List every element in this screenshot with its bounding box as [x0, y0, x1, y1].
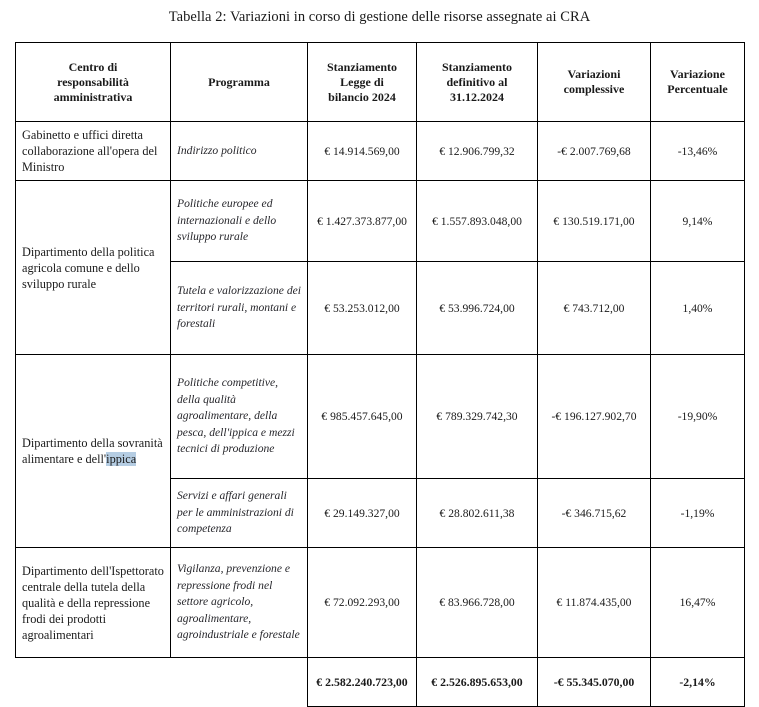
header-line: amministrativa	[53, 89, 133, 104]
header-line: Legge di	[340, 74, 384, 89]
cell-definitivo: € 12.906.799,32	[417, 122, 538, 181]
column-header-programma	[171, 43, 308, 122]
cell-stanziamento: € 1.427.373.877,00	[308, 181, 417, 262]
cell-cra-name	[16, 355, 171, 548]
cell-stanziamento: € 14.914.569,00	[308, 122, 417, 181]
cell-variazioni: € 130.519.171,00	[538, 181, 651, 262]
table-row	[16, 181, 745, 262]
cell-variazioni: € 11.874.435,00	[538, 548, 651, 658]
cell-percentuale: -13,46%	[651, 122, 745, 181]
cell-programma: Vigilanza, prevenzione e repressione frodi nel settore agricolo, agroalimentare, agroindustriale e forestale	[171, 548, 308, 658]
cell-cra-name: Gabinetto e uffici diretta collaborazione all'opera del Ministro	[16, 122, 171, 181]
column-header-variazione-percentuale	[651, 43, 745, 122]
cell-total-stanziamento: € 2.582.240.723,00	[308, 658, 417, 707]
selected-text-highlight[interactable]: ippica	[106, 452, 137, 466]
header-line: Centro di	[68, 59, 118, 74]
table-totals-row	[16, 658, 745, 707]
cra-variations-table	[15, 42, 745, 707]
header-row	[16, 43, 745, 122]
cell-programma: Servizi e affari generali per le amministrazioni di competenza	[171, 479, 308, 548]
cell-variazioni: € 743.712,00	[538, 262, 651, 355]
cell-definitivo: € 789.329.742,30	[417, 355, 538, 479]
header-line: Programma	[208, 74, 270, 89]
header-line: Stanziamento	[442, 59, 512, 74]
header-line: Variazione	[670, 67, 725, 81]
column-header-variazioni-complessive	[538, 43, 651, 122]
table-row	[16, 122, 745, 181]
cra-name-text: Dipartimento della sovranità alimentare e dell'	[22, 436, 163, 466]
header-line: bilancio 2024	[328, 89, 396, 104]
cell-definitivo: € 83.966.728,00	[417, 548, 538, 658]
table-row	[16, 548, 745, 658]
cell-programma: Politiche europee ed internazionali e dello sviluppo rurale	[171, 181, 308, 262]
column-header-stanziamento-bilancio	[308, 43, 417, 122]
header-line: Variazioni	[567, 67, 621, 81]
cell-stanziamento: € 985.457.645,00	[308, 355, 417, 479]
column-header-cra	[16, 43, 171, 122]
cell-definitivo: € 53.996.724,00	[417, 262, 538, 355]
table-caption: Tabella 2: Variazioni in corso di gestione delle risorse assegnate ai CRA	[168, 9, 591, 25]
table-body	[16, 122, 745, 707]
cell-variazioni: -€ 2.007.769,68	[538, 122, 651, 181]
cell-stanziamento: € 53.253.012,00	[308, 262, 417, 355]
cell-definitivo: € 1.557.893.048,00	[417, 181, 538, 262]
cell-percentuale: -1,19%	[651, 479, 745, 548]
column-header-stanziamento-definitivo	[417, 43, 538, 122]
header-line: responsabilità	[57, 74, 129, 89]
cell-percentuale: 9,14%	[651, 181, 745, 262]
cell-variazioni: -€ 346.715,62	[538, 479, 651, 548]
cell-programma: Politiche competitive, della qualità agroalimentare, della pesca, dell'ippica e mezzi tecnici di produzione	[171, 355, 308, 479]
cell-stanziamento: € 72.092.293,00	[308, 548, 417, 658]
header-line: Stanziamento	[327, 59, 397, 74]
cell-percentuale: -19,90%	[651, 355, 745, 479]
cell-stanziamento: € 29.149.327,00	[308, 479, 417, 548]
cell-total-percentuale: -2,14%	[651, 658, 745, 707]
table-container	[15, 42, 745, 707]
cell-programma: Tutela e valorizzazione dei territori rurali, montani e forestali	[171, 262, 308, 355]
cell-total-definitivo: € 2.526.895.653,00	[417, 658, 538, 707]
cell-percentuale: 16,47%	[651, 548, 745, 658]
header-line: 31.12.2024	[450, 89, 504, 104]
cell-empty	[171, 658, 308, 707]
cell-total-variazioni: -€ 55.345.070,00	[538, 658, 651, 707]
header-line: definitivo al	[446, 74, 508, 89]
cell-variazioni: -€ 196.127.902,70	[538, 355, 651, 479]
table-row	[16, 355, 745, 479]
header-line: Percentuale	[667, 82, 728, 96]
cell-definitivo: € 28.802.611,38	[417, 479, 538, 548]
cell-cra-name: Dipartimento dell'Ispettorato centrale della tutela della qualità e della repressione frodi dei prodotti agroalimentari	[16, 548, 171, 658]
header-line: complessive	[563, 82, 625, 96]
cell-empty	[16, 658, 171, 707]
table-header	[16, 43, 745, 122]
cell-programma: Indirizzo politico	[171, 122, 308, 181]
cell-cra-name: Dipartimento della politica agricola comune e dello sviluppo rurale	[16, 181, 171, 355]
cell-percentuale: 1,40%	[651, 262, 745, 355]
